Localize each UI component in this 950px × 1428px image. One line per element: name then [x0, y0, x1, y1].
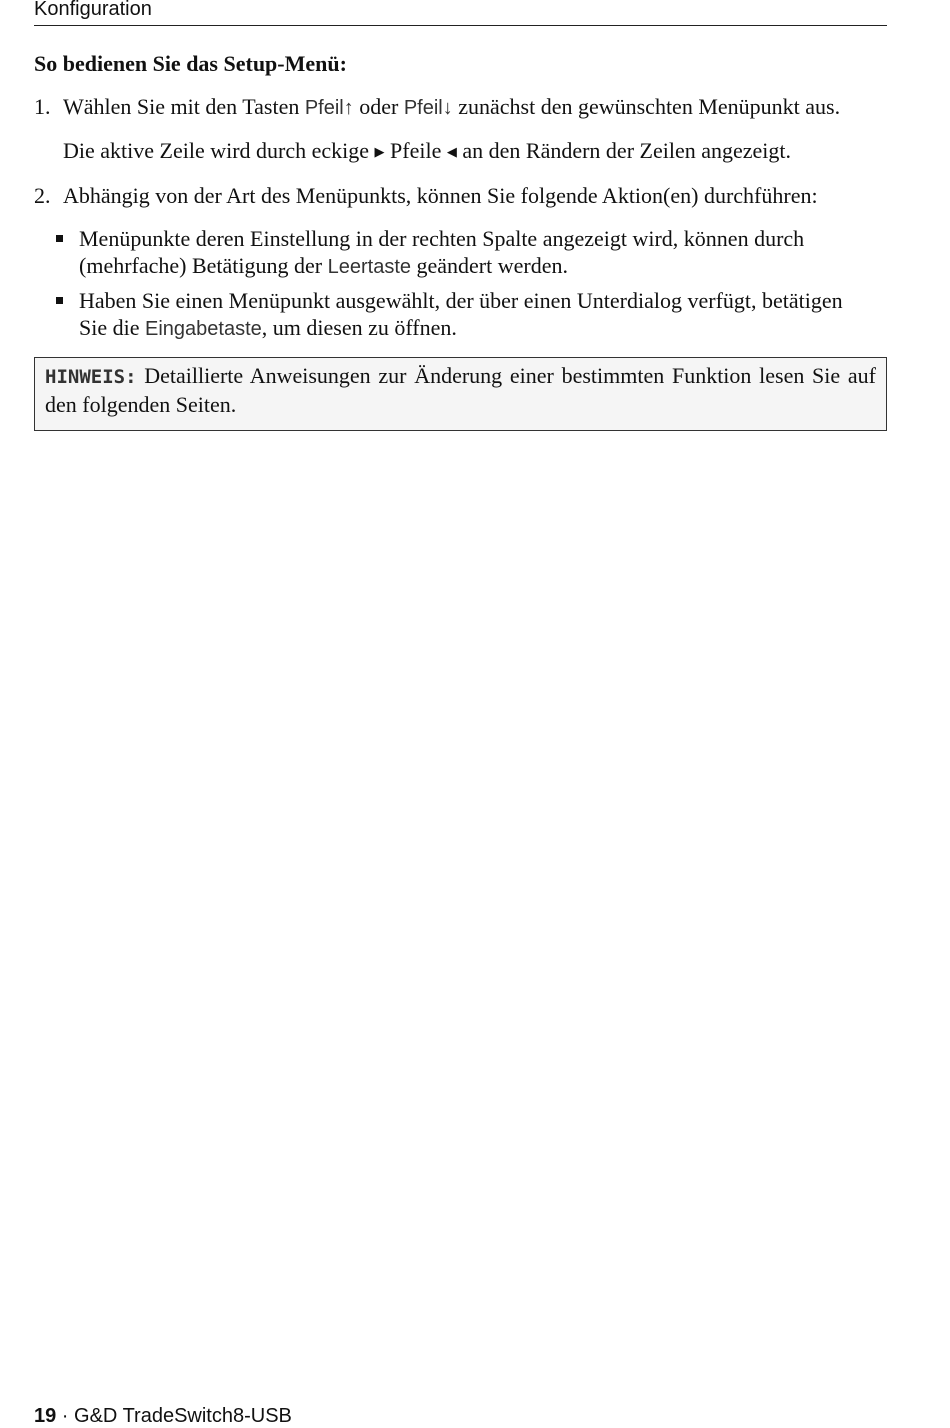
- bullet-2-text-part-2: , um diesen zu öffnen.: [261, 315, 457, 340]
- step-1: [34, 93, 887, 122]
- key-enter: Eingabetaste: [145, 318, 262, 340]
- step-1-text-part-3: zunächst den gewünschten Menüpunkt aus.: [452, 94, 841, 119]
- step-1-text: [63, 93, 869, 122]
- notice-text: Detaillierte Anweisungen zur Änderung einer bestimmten Funktion lesen Sie auf den folgenden Seiten.: [45, 363, 876, 417]
- footer-separator: ·: [56, 1405, 75, 1427]
- step-1-text-part-2: oder: [353, 94, 404, 119]
- step-1-number: 1.: [34, 94, 51, 119]
- step-1-note-part-1: Die aktive Zeile wird durch eckige: [63, 138, 375, 163]
- step-2-text: Abhängig von der Art des Menüpunkts, können Sie folgende Aktion(en) durchführen:: [63, 183, 818, 208]
- bullet-2-text-part-1: Haben Sie einen Menüpunkt ausgewählt, der über einen Unterdialog verfügt, betätigen Sie die: [79, 288, 843, 340]
- step-2-number: 2.: [34, 183, 51, 208]
- product-name: G&D TradeSwitch8-USB: [74, 1405, 292, 1427]
- step-2: [34, 182, 887, 209]
- arrow-right-icon: ▶: [374, 145, 385, 160]
- key-arrow-down: Pfeil↓: [403, 97, 453, 119]
- bullet-item-enter-key: [34, 287, 871, 343]
- bullet-item-space-key: [34, 225, 871, 281]
- page-header: [34, 0, 887, 26]
- section-title: So bedienen Sie das Setup-Menü:: [34, 51, 347, 76]
- bullet-square-icon: [56, 235, 63, 242]
- bullet-1-text-part-1: Menüpunkte deren Einstellung in der rechten Spalte angezeigt wird, können durch (mehrfache) Betätigung der: [79, 226, 805, 278]
- bullet-1-text-part-2: geändert werden.: [411, 253, 568, 278]
- key-arrow-up: Pfeil↑: [304, 97, 354, 119]
- step-1-note: [34, 137, 887, 168]
- key-space: Leertaste: [327, 256, 411, 278]
- step-1-note-part-2: Pfeile: [384, 138, 447, 163]
- bullet-list: [34, 225, 887, 343]
- arrow-left-icon: ◀: [446, 145, 457, 160]
- main-content: [34, 50, 887, 431]
- bullet-square-icon: [56, 297, 63, 304]
- step-1-text-part-1: Wählen Sie mit den Tasten: [63, 94, 305, 119]
- section-header: Konfiguration: [34, 0, 152, 20]
- notice-box: [34, 357, 887, 431]
- notice-label: HINWEIS:: [45, 366, 137, 388]
- step-1-note-part-3: an den Rändern der Zeilen angezeigt.: [456, 138, 791, 163]
- page-footer: [34, 1404, 292, 1428]
- page-number: 19: [34, 1405, 57, 1427]
